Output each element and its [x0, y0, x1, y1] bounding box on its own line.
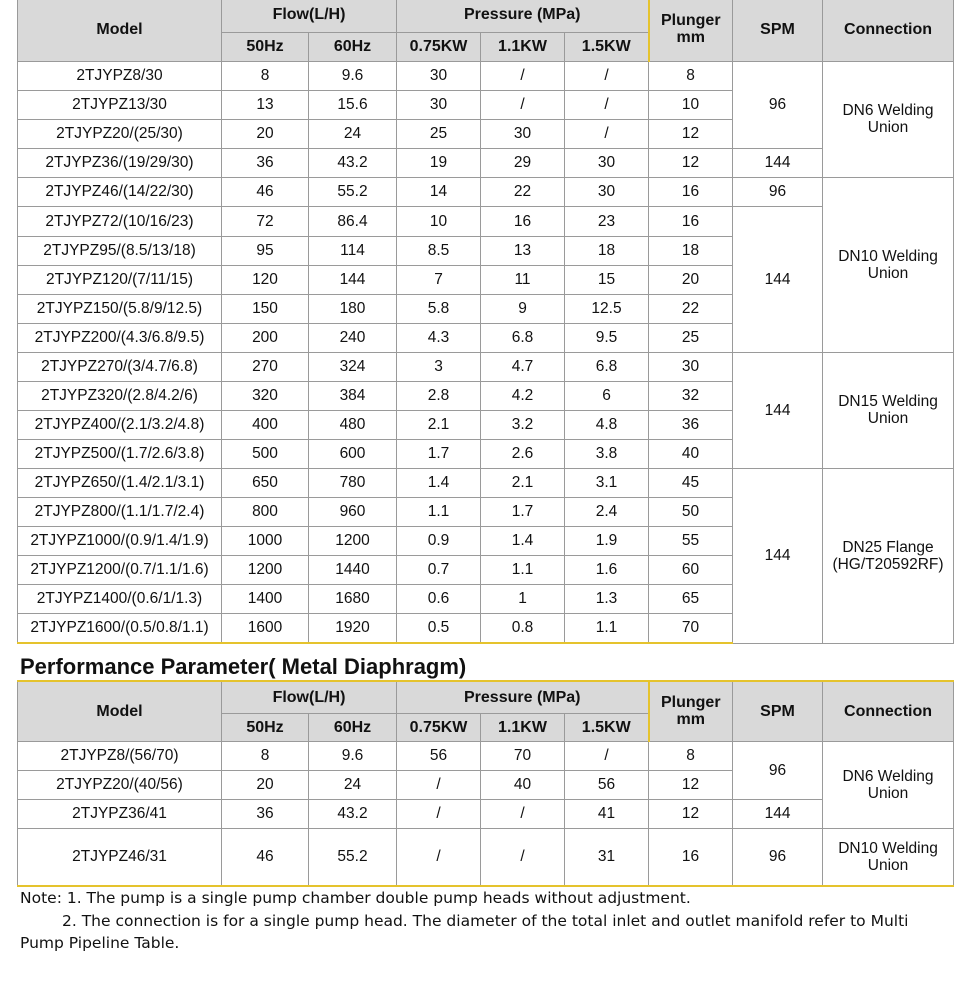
- flow-50hz-cell: 46: [222, 177, 309, 206]
- note-2: 2. The connection is for a single pump head. The diameter of the total inlet and outlet manifold refer to Multi Pump Pipeline Table.: [20, 911, 909, 952]
- header-50hz: 50Hz: [222, 713, 309, 741]
- header-1-5kw: 1.5KW: [565, 32, 649, 61]
- plunger-cell: 70: [649, 613, 733, 643]
- header-flow: Flow(L/H): [222, 0, 397, 32]
- model-cell: 2TJYPZ200/(4.3/6.8/9.5): [18, 323, 222, 352]
- flow-50hz-cell: 800: [222, 497, 309, 526]
- flow-60hz-cell: 55.2: [309, 828, 397, 886]
- connection-cell: DN10 Welding Union: [823, 828, 954, 886]
- spm-cell: 144: [733, 206, 823, 352]
- pressure-1-1kw-cell: 13: [481, 236, 565, 265]
- pressure-1-5kw-cell: 15: [565, 265, 649, 294]
- pressure-0-75kw-cell: /: [397, 828, 481, 886]
- notes: [20, 887, 950, 955]
- pressure-0-75kw-cell: 0.5: [397, 613, 481, 643]
- flow-50hz-cell: 8: [222, 741, 309, 770]
- pressure-1-1kw-cell: 1.7: [481, 497, 565, 526]
- model-cell: 2TJYPZ1600/(0.5/0.8/1.1): [18, 613, 222, 643]
- flow-60hz-cell: 43.2: [309, 148, 397, 177]
- flow-50hz-cell: 150: [222, 294, 309, 323]
- flow-60hz-cell: 1680: [309, 584, 397, 613]
- connection-cell: DN25 Flange (HG/T20592RF): [823, 468, 954, 643]
- plunger-cell: 30: [649, 352, 733, 381]
- pressure-0-75kw-cell: 10: [397, 206, 481, 236]
- pressure-0-75kw-cell: 25: [397, 119, 481, 148]
- model-cell: 2TJYPZ120/(7/11/15): [18, 265, 222, 294]
- pressure-0-75kw-cell: 19: [397, 148, 481, 177]
- plunger-cell: 10: [649, 90, 733, 119]
- header-0-75kw: 0.75KW: [397, 32, 481, 61]
- connection-cell: DN6 Welding Union: [823, 61, 954, 177]
- model-cell: 2TJYPZ800/(1.1/1.7/2.4): [18, 497, 222, 526]
- pressure-1-5kw-cell: 30: [565, 148, 649, 177]
- pressure-1-1kw-cell: 2.6: [481, 439, 565, 468]
- model-cell: 2TJYPZ8/30: [18, 61, 222, 90]
- pressure-1-5kw-cell: 4.8: [565, 410, 649, 439]
- table-row: [18, 61, 954, 90]
- model-cell: 2TJYPZ20/(25/30): [18, 119, 222, 148]
- flow-60hz-cell: 324: [309, 352, 397, 381]
- pressure-0-75kw-cell: 0.7: [397, 555, 481, 584]
- table-row: [18, 468, 954, 497]
- flow-50hz-cell: 8: [222, 61, 309, 90]
- flow-50hz-cell: 270: [222, 352, 309, 381]
- plunger-cell: 20: [649, 265, 733, 294]
- flow-50hz-cell: 46: [222, 828, 309, 886]
- model-cell: 2TJYPZ13/30: [18, 90, 222, 119]
- flow-60hz-cell: 24: [309, 770, 397, 799]
- plunger-cell: 55: [649, 526, 733, 555]
- pressure-0-75kw-cell: 1.4: [397, 468, 481, 497]
- pressure-0-75kw-cell: 1.1: [397, 497, 481, 526]
- pressure-1-1kw-cell: 11: [481, 265, 565, 294]
- flow-50hz-cell: 650: [222, 468, 309, 497]
- pressure-1-1kw-cell: 30: [481, 119, 565, 148]
- spm-cell: 144: [733, 148, 823, 177]
- pressure-1-5kw-cell: 6.8: [565, 352, 649, 381]
- flow-60hz-cell: 9.6: [309, 741, 397, 770]
- table-row: [18, 828, 954, 886]
- header-pressure: Pressure (MPa): [397, 681, 649, 713]
- flow-60hz-cell: 240: [309, 323, 397, 352]
- plunger-cell: 65: [649, 584, 733, 613]
- connection-cell: DN15 Welding Union: [823, 352, 954, 468]
- pressure-1-1kw-cell: 9: [481, 294, 565, 323]
- model-cell: 2TJYPZ46/(14/22/30): [18, 177, 222, 206]
- pressure-1-5kw-cell: 12.5: [565, 294, 649, 323]
- model-cell: 2TJYPZ1200/(0.7/1.1/1.6): [18, 555, 222, 584]
- flow-60hz-cell: 1440: [309, 555, 397, 584]
- header-connection: Connection: [823, 0, 954, 61]
- pressure-1-5kw-cell: 6: [565, 381, 649, 410]
- plunger-cell: 12: [649, 119, 733, 148]
- model-cell: 2TJYPZ270/(3/4.7/6.8): [18, 352, 222, 381]
- pressure-1-5kw-cell: 1.9: [565, 526, 649, 555]
- plunger-cell: 8: [649, 741, 733, 770]
- plunger-cell: 12: [649, 799, 733, 828]
- flow-60hz-cell: 1200: [309, 526, 397, 555]
- note-2-wrapper: [20, 910, 950, 955]
- pressure-1-5kw-cell: 18: [565, 236, 649, 265]
- plunger-cell: 22: [649, 294, 733, 323]
- header-60hz: 60Hz: [309, 713, 397, 741]
- flow-60hz-cell: 114: [309, 236, 397, 265]
- flow-50hz-cell: 1000: [222, 526, 309, 555]
- model-cell: 2TJYPZ72/(10/16/23): [18, 206, 222, 236]
- pressure-1-1kw-cell: /: [481, 828, 565, 886]
- model-cell: 2TJYPZ36/(19/29/30): [18, 148, 222, 177]
- model-cell: 2TJYPZ36/41: [18, 799, 222, 828]
- plunger-cell: 18: [649, 236, 733, 265]
- pressure-1-1kw-cell: 0.8: [481, 613, 565, 643]
- pressure-1-5kw-cell: 1.3: [565, 584, 649, 613]
- model-cell: 2TJYPZ46/31: [18, 828, 222, 886]
- flow-60hz-cell: 180: [309, 294, 397, 323]
- flow-60hz-cell: 1920: [309, 613, 397, 643]
- spm-cell: 96: [733, 828, 823, 886]
- table-row: [18, 799, 954, 828]
- model-cell: 2TJYPZ400/(2.1/3.2/4.8): [18, 410, 222, 439]
- header-pressure: Pressure (MPa): [397, 0, 649, 32]
- pressure-1-1kw-cell: 40: [481, 770, 565, 799]
- flow-60hz-cell: 144: [309, 265, 397, 294]
- flow-50hz-cell: 95: [222, 236, 309, 265]
- header-model: Model: [18, 681, 222, 741]
- pressure-1-5kw-cell: 41: [565, 799, 649, 828]
- performance-table-metal-diaphragm: [17, 680, 954, 887]
- pressure-1-1kw-cell: 3.2: [481, 410, 565, 439]
- pressure-0-75kw-cell: 30: [397, 61, 481, 90]
- connection-cell: DN10 Welding Union: [823, 177, 954, 352]
- pressure-1-1kw-cell: 1: [481, 584, 565, 613]
- table-row: [18, 352, 954, 381]
- pressure-1-1kw-cell: /: [481, 61, 565, 90]
- flow-60hz-cell: 480: [309, 410, 397, 439]
- pressure-1-5kw-cell: 3.8: [565, 439, 649, 468]
- pressure-0-75kw-cell: 2.1: [397, 410, 481, 439]
- plunger-cell: 16: [649, 177, 733, 206]
- flow-50hz-cell: 500: [222, 439, 309, 468]
- pressure-1-5kw-cell: 23: [565, 206, 649, 236]
- plunger-cell: 45: [649, 468, 733, 497]
- spm-cell: 144: [733, 799, 823, 828]
- pressure-1-1kw-cell: 29: [481, 148, 565, 177]
- flow-60hz-cell: 9.6: [309, 61, 397, 90]
- pressure-1-1kw-cell: 1.4: [481, 526, 565, 555]
- header-spm: SPM: [733, 681, 823, 741]
- flow-50hz-cell: 400: [222, 410, 309, 439]
- pressure-1-1kw-cell: 16: [481, 206, 565, 236]
- flow-50hz-cell: 200: [222, 323, 309, 352]
- flow-50hz-cell: 1200: [222, 555, 309, 584]
- note-1: Note: 1. The pump is a single pump chamber double pump heads without adjustment.: [20, 889, 691, 907]
- table-row: [18, 206, 954, 236]
- header-spm: SPM: [733, 0, 823, 61]
- flow-50hz-cell: 36: [222, 799, 309, 828]
- plunger-cell: 12: [649, 148, 733, 177]
- pressure-1-5kw-cell: 9.5: [565, 323, 649, 352]
- plunger-cell: 40: [649, 439, 733, 468]
- pressure-0-75kw-cell: 5.8: [397, 294, 481, 323]
- pressure-1-1kw-cell: 1.1: [481, 555, 565, 584]
- plunger-cell: 36: [649, 410, 733, 439]
- model-cell: 2TJYPZ95/(8.5/13/18): [18, 236, 222, 265]
- flow-50hz-cell: 72: [222, 206, 309, 236]
- model-cell: 2TJYPZ20/(40/56): [18, 770, 222, 799]
- pressure-1-1kw-cell: /: [481, 90, 565, 119]
- model-cell: 2TJYPZ8/(56/70): [18, 741, 222, 770]
- header-flow: Flow(L/H): [222, 681, 397, 713]
- pressure-0-75kw-cell: 3: [397, 352, 481, 381]
- flow-60hz-cell: 780: [309, 468, 397, 497]
- pressure-0-75kw-cell: 30: [397, 90, 481, 119]
- flow-60hz-cell: 15.6: [309, 90, 397, 119]
- table-row: [18, 177, 954, 206]
- table-row: [18, 148, 954, 177]
- connection-cell: DN6 Welding Union: [823, 741, 954, 828]
- pressure-1-1kw-cell: 4.7: [481, 352, 565, 381]
- pressure-1-5kw-cell: /: [565, 90, 649, 119]
- pressure-1-5kw-cell: 1.1: [565, 613, 649, 643]
- pressure-1-5kw-cell: 56: [565, 770, 649, 799]
- pressure-0-75kw-cell: 0.9: [397, 526, 481, 555]
- model-cell: 2TJYPZ320/(2.8/4.2/6): [18, 381, 222, 410]
- plunger-cell: 60: [649, 555, 733, 584]
- plunger-cell: 16: [649, 828, 733, 886]
- flow-50hz-cell: 20: [222, 119, 309, 148]
- spm-cell: 144: [733, 468, 823, 643]
- section-title: Performance Parameter( Metal Diaphragm): [20, 654, 467, 679]
- header-plunger: Plunger mm: [649, 0, 733, 61]
- plunger-cell: 50: [649, 497, 733, 526]
- pressure-1-5kw-cell: 30: [565, 177, 649, 206]
- pressure-0-75kw-cell: 0.6: [397, 584, 481, 613]
- model-cell: 2TJYPZ500/(1.7/2.6/3.8): [18, 439, 222, 468]
- model-cell: 2TJYPZ1400/(0.6/1/1.3): [18, 584, 222, 613]
- pressure-1-1kw-cell: 22: [481, 177, 565, 206]
- pressure-1-5kw-cell: 3.1: [565, 468, 649, 497]
- table-row: [18, 741, 954, 770]
- model-cell: 2TJYPZ650/(1.4/2.1/3.1): [18, 468, 222, 497]
- header-0-75kw: 0.75KW: [397, 713, 481, 741]
- pressure-1-1kw-cell: 6.8: [481, 323, 565, 352]
- flow-50hz-cell: 20: [222, 770, 309, 799]
- flow-60hz-cell: 86.4: [309, 206, 397, 236]
- pressure-1-5kw-cell: 31: [565, 828, 649, 886]
- flow-50hz-cell: 1400: [222, 584, 309, 613]
- flow-60hz-cell: 384: [309, 381, 397, 410]
- flow-60hz-cell: 24: [309, 119, 397, 148]
- pressure-0-75kw-cell: 1.7: [397, 439, 481, 468]
- header-connection: Connection: [823, 681, 954, 741]
- flow-50hz-cell: 120: [222, 265, 309, 294]
- header-50hz: 50Hz: [222, 32, 309, 61]
- pressure-0-75kw-cell: 14: [397, 177, 481, 206]
- plunger-cell: 32: [649, 381, 733, 410]
- pressure-0-75kw-cell: /: [397, 770, 481, 799]
- spm-cell: 96: [733, 177, 823, 206]
- pressure-0-75kw-cell: 2.8: [397, 381, 481, 410]
- spm-cell: 96: [733, 61, 823, 148]
- pressure-1-1kw-cell: /: [481, 799, 565, 828]
- plunger-cell: 25: [649, 323, 733, 352]
- pressure-1-5kw-cell: 1.6: [565, 555, 649, 584]
- flow-60hz-cell: 55.2: [309, 177, 397, 206]
- flow-60hz-cell: 960: [309, 497, 397, 526]
- flow-50hz-cell: 1600: [222, 613, 309, 643]
- flow-60hz-cell: 43.2: [309, 799, 397, 828]
- spm-cell: 96: [733, 741, 823, 799]
- pressure-0-75kw-cell: 4.3: [397, 323, 481, 352]
- flow-60hz-cell: 600: [309, 439, 397, 468]
- header-1-1kw: 1.1KW: [481, 713, 565, 741]
- header-1-1kw: 1.1KW: [481, 32, 565, 61]
- pressure-0-75kw-cell: /: [397, 799, 481, 828]
- pressure-1-1kw-cell: 70: [481, 741, 565, 770]
- pressure-1-1kw-cell: 2.1: [481, 468, 565, 497]
- performance-table-1: [17, 0, 954, 644]
- header-model: Model: [18, 0, 222, 61]
- pressure-1-5kw-cell: 2.4: [565, 497, 649, 526]
- pressure-1-5kw-cell: /: [565, 119, 649, 148]
- model-cell: 2TJYPZ1000/(0.9/1.4/1.9): [18, 526, 222, 555]
- pressure-1-5kw-cell: /: [565, 61, 649, 90]
- pressure-0-75kw-cell: 7: [397, 265, 481, 294]
- header-plunger: Plunger mm: [649, 681, 733, 741]
- pressure-1-5kw-cell: /: [565, 741, 649, 770]
- plunger-cell: 12: [649, 770, 733, 799]
- model-cell: 2TJYPZ150/(5.8/9/12.5): [18, 294, 222, 323]
- flow-50hz-cell: 320: [222, 381, 309, 410]
- flow-50hz-cell: 13: [222, 90, 309, 119]
- header-1-5kw: 1.5KW: [565, 713, 649, 741]
- pressure-0-75kw-cell: 8.5: [397, 236, 481, 265]
- pressure-1-1kw-cell: 4.2: [481, 381, 565, 410]
- spm-cell: 144: [733, 352, 823, 468]
- plunger-cell: 8: [649, 61, 733, 90]
- pressure-0-75kw-cell: 56: [397, 741, 481, 770]
- header-60hz: 60Hz: [309, 32, 397, 61]
- flow-50hz-cell: 36: [222, 148, 309, 177]
- plunger-cell: 16: [649, 206, 733, 236]
